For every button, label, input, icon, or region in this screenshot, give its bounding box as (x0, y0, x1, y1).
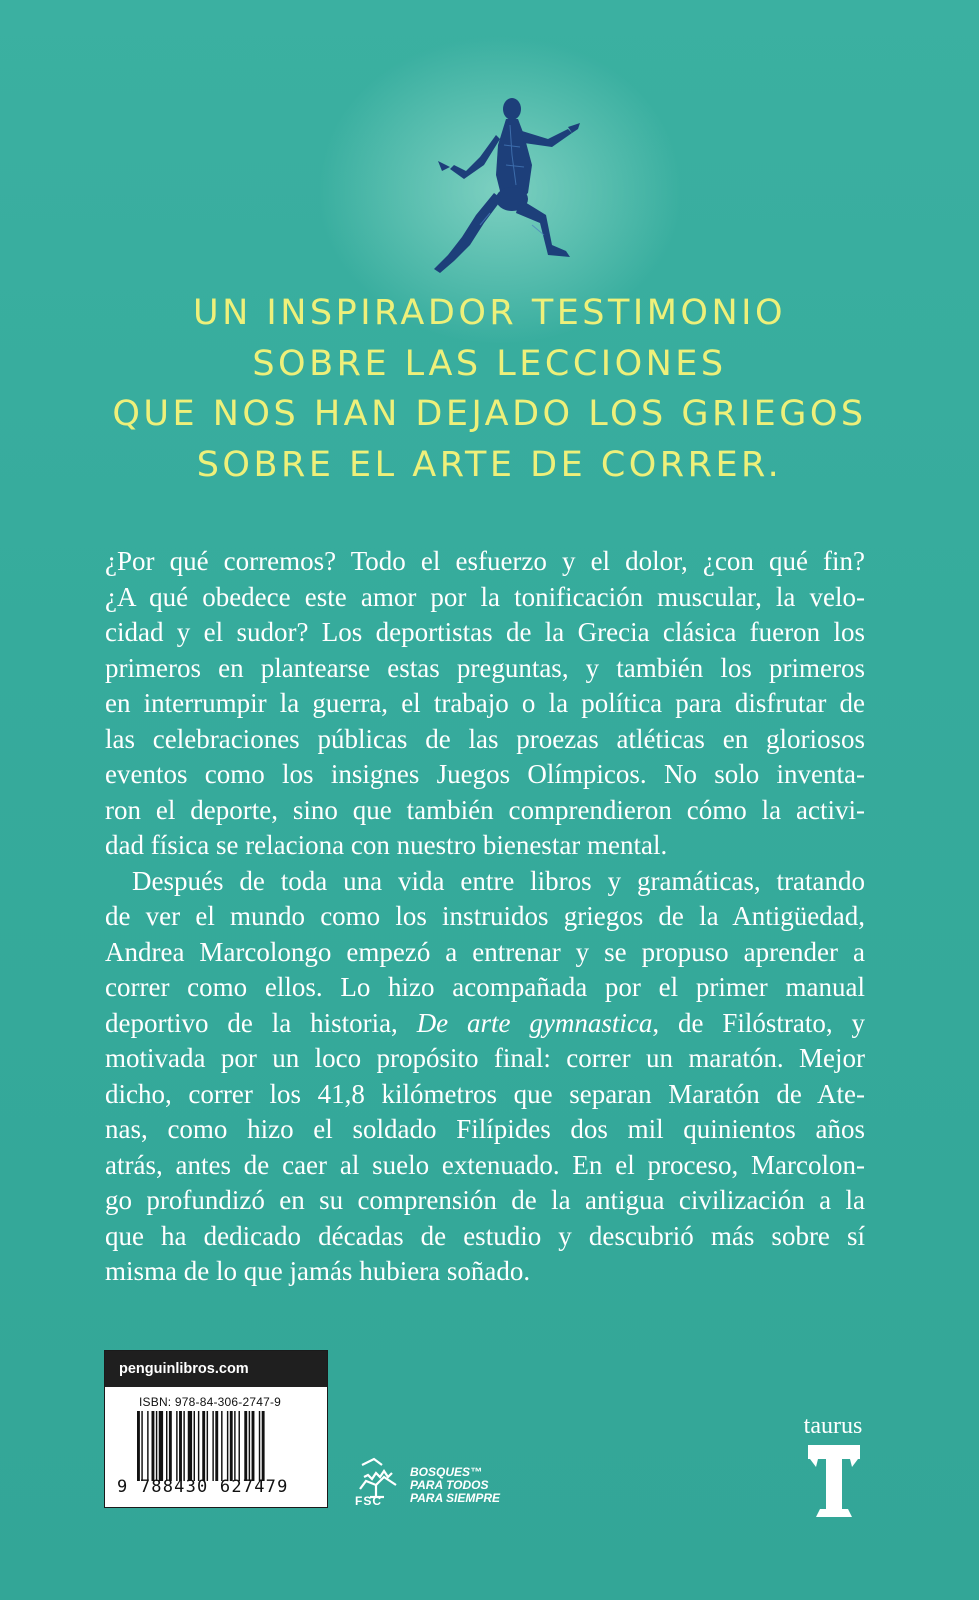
barcode-bar (152, 1411, 155, 1481)
barcode-bar (227, 1411, 228, 1481)
text-line: go profundizó en su comprensión de la antigua civilización a la (105, 1185, 865, 1215)
text-fragment: deportivo de la historia, (105, 1007, 417, 1038)
text-line: ¿Por qué corremos? Todo el esfuerzo y el dolor, ¿con qué fin? (105, 546, 865, 576)
barcode-bar (244, 1411, 247, 1481)
text-line: en interrumpir la guerra, el trabajo o la política para disfrutar de (105, 688, 865, 718)
fsc-text (410, 1466, 500, 1505)
barcode-bar (188, 1411, 192, 1481)
barcode-bar (249, 1411, 250, 1481)
barcode-icon (137, 1411, 307, 1481)
fsc-text-line: PARA TODOS (410, 1478, 489, 1492)
barcode-bar (252, 1411, 255, 1481)
book-title: De arte gymnastica (416, 1007, 653, 1038)
text-fragment: , de Filóstrato, y (652, 1007, 865, 1038)
text-line: Andrea Marcolongo empezó a entrenar y se propuso aprender a (105, 936, 865, 967)
barcode-bar (183, 1411, 184, 1481)
barcode-block (104, 1350, 328, 1508)
synopsis (105, 544, 865, 1290)
barcode-bar (221, 1411, 222, 1481)
text-line: misma de lo que jamás hubiera soñado. (105, 1256, 531, 1286)
text-line: eventos como los insignes Juegos Olímpicos. No solo inventa- (105, 759, 865, 789)
publisher-website: penguinlibros.com (105, 1351, 327, 1387)
text-line: que ha dedicado décadas de estudio y descubrió más sobre sí (105, 1220, 865, 1251)
synopsis-paragraph-1 (105, 544, 865, 864)
text-line (105, 1006, 865, 1042)
text-line: de ver el mundo como los instruidos griegos de la Antigüedad, (105, 901, 865, 931)
text-line: Después de toda una vida entre libros y gramáticas, tratando (132, 865, 865, 896)
text-line: ¿A qué obedece este amor por la tonificación muscular, la velo- (105, 581, 865, 612)
barcode-bar (212, 1411, 213, 1481)
runner-figure-icon (420, 95, 590, 280)
barcode-bar (198, 1411, 199, 1481)
fsc-text-line: PARA SIEMPRE (410, 1491, 501, 1505)
fsc-label: FSC (355, 1494, 382, 1508)
headline-line: UN INSPIRADOR TESTIMONIO (192, 293, 787, 333)
barcode-bar (194, 1411, 195, 1481)
barcode-bar (262, 1411, 265, 1481)
barcode-bar (239, 1411, 240, 1481)
text-line: motivada por un loco propósito final: correr un maratón. Mejor (105, 1043, 865, 1073)
barcode-bar (147, 1411, 148, 1481)
taurus-logo-icon (808, 1445, 860, 1517)
text-line: dicho, correr los 41,8 kilómetros que separan Maratón de Ate- (105, 1078, 865, 1109)
barcode-bar (234, 1411, 235, 1481)
headline-line: SOBRE EL ARTE DE CORRER. (196, 444, 783, 485)
barcode-bar (156, 1411, 157, 1481)
fsc-text-line: BOSQUES™ (410, 1465, 483, 1479)
text-line: dad física se relaciona con nuestro bienestar mental. (105, 830, 668, 860)
barcode-bar (169, 1411, 172, 1481)
headline (0, 288, 979, 490)
barcode-bar (166, 1411, 167, 1481)
barcode-bar (207, 1411, 208, 1481)
headline-line: QUE NOS HAN DEJADO LOS GRIEGOS (112, 394, 867, 434)
text-line: cidad y el sudor? Los deportistas de la Grecia clásica fueron los (105, 617, 865, 647)
barcode-bar (179, 1411, 182, 1481)
barcode-bar (230, 1411, 233, 1481)
headline-line: SOBRE LAS LECCIONES (252, 343, 727, 384)
barcode-bar (176, 1411, 177, 1481)
barcode-bar (141, 1411, 142, 1481)
barcode-bar (215, 1411, 218, 1481)
text-line: nas, como hizo el soldado Filípides dos mil quinientos años (105, 1114, 865, 1144)
text-line: ron el deporte, sino que también comprendieron cómo la activi- (105, 794, 865, 825)
barcode-digits: 9 788430 627479 (117, 1477, 289, 1497)
text-line: primeros en plantearse estas preguntas, y también los primeros (105, 652, 865, 683)
text-line: correr como ellos. Lo hizo acompañada por el primer manual (105, 972, 865, 1002)
isbn-label: ISBN: 978-84-306-2747-9 (139, 1395, 282, 1409)
barcode-bar (159, 1411, 163, 1481)
text-line: las celebraciones públicas de las proezas atléticas en gloriosos (105, 723, 865, 754)
publisher-name: taurus (803, 1413, 863, 1439)
barcode-bar (202, 1411, 205, 1481)
barcode-bar (137, 1411, 140, 1481)
barcode-bar (259, 1411, 260, 1481)
text-line: atrás, antes de caer al suelo extenuado. En el proceso, Marcolon- (105, 1149, 865, 1180)
synopsis-paragraph-2 (105, 864, 865, 1290)
